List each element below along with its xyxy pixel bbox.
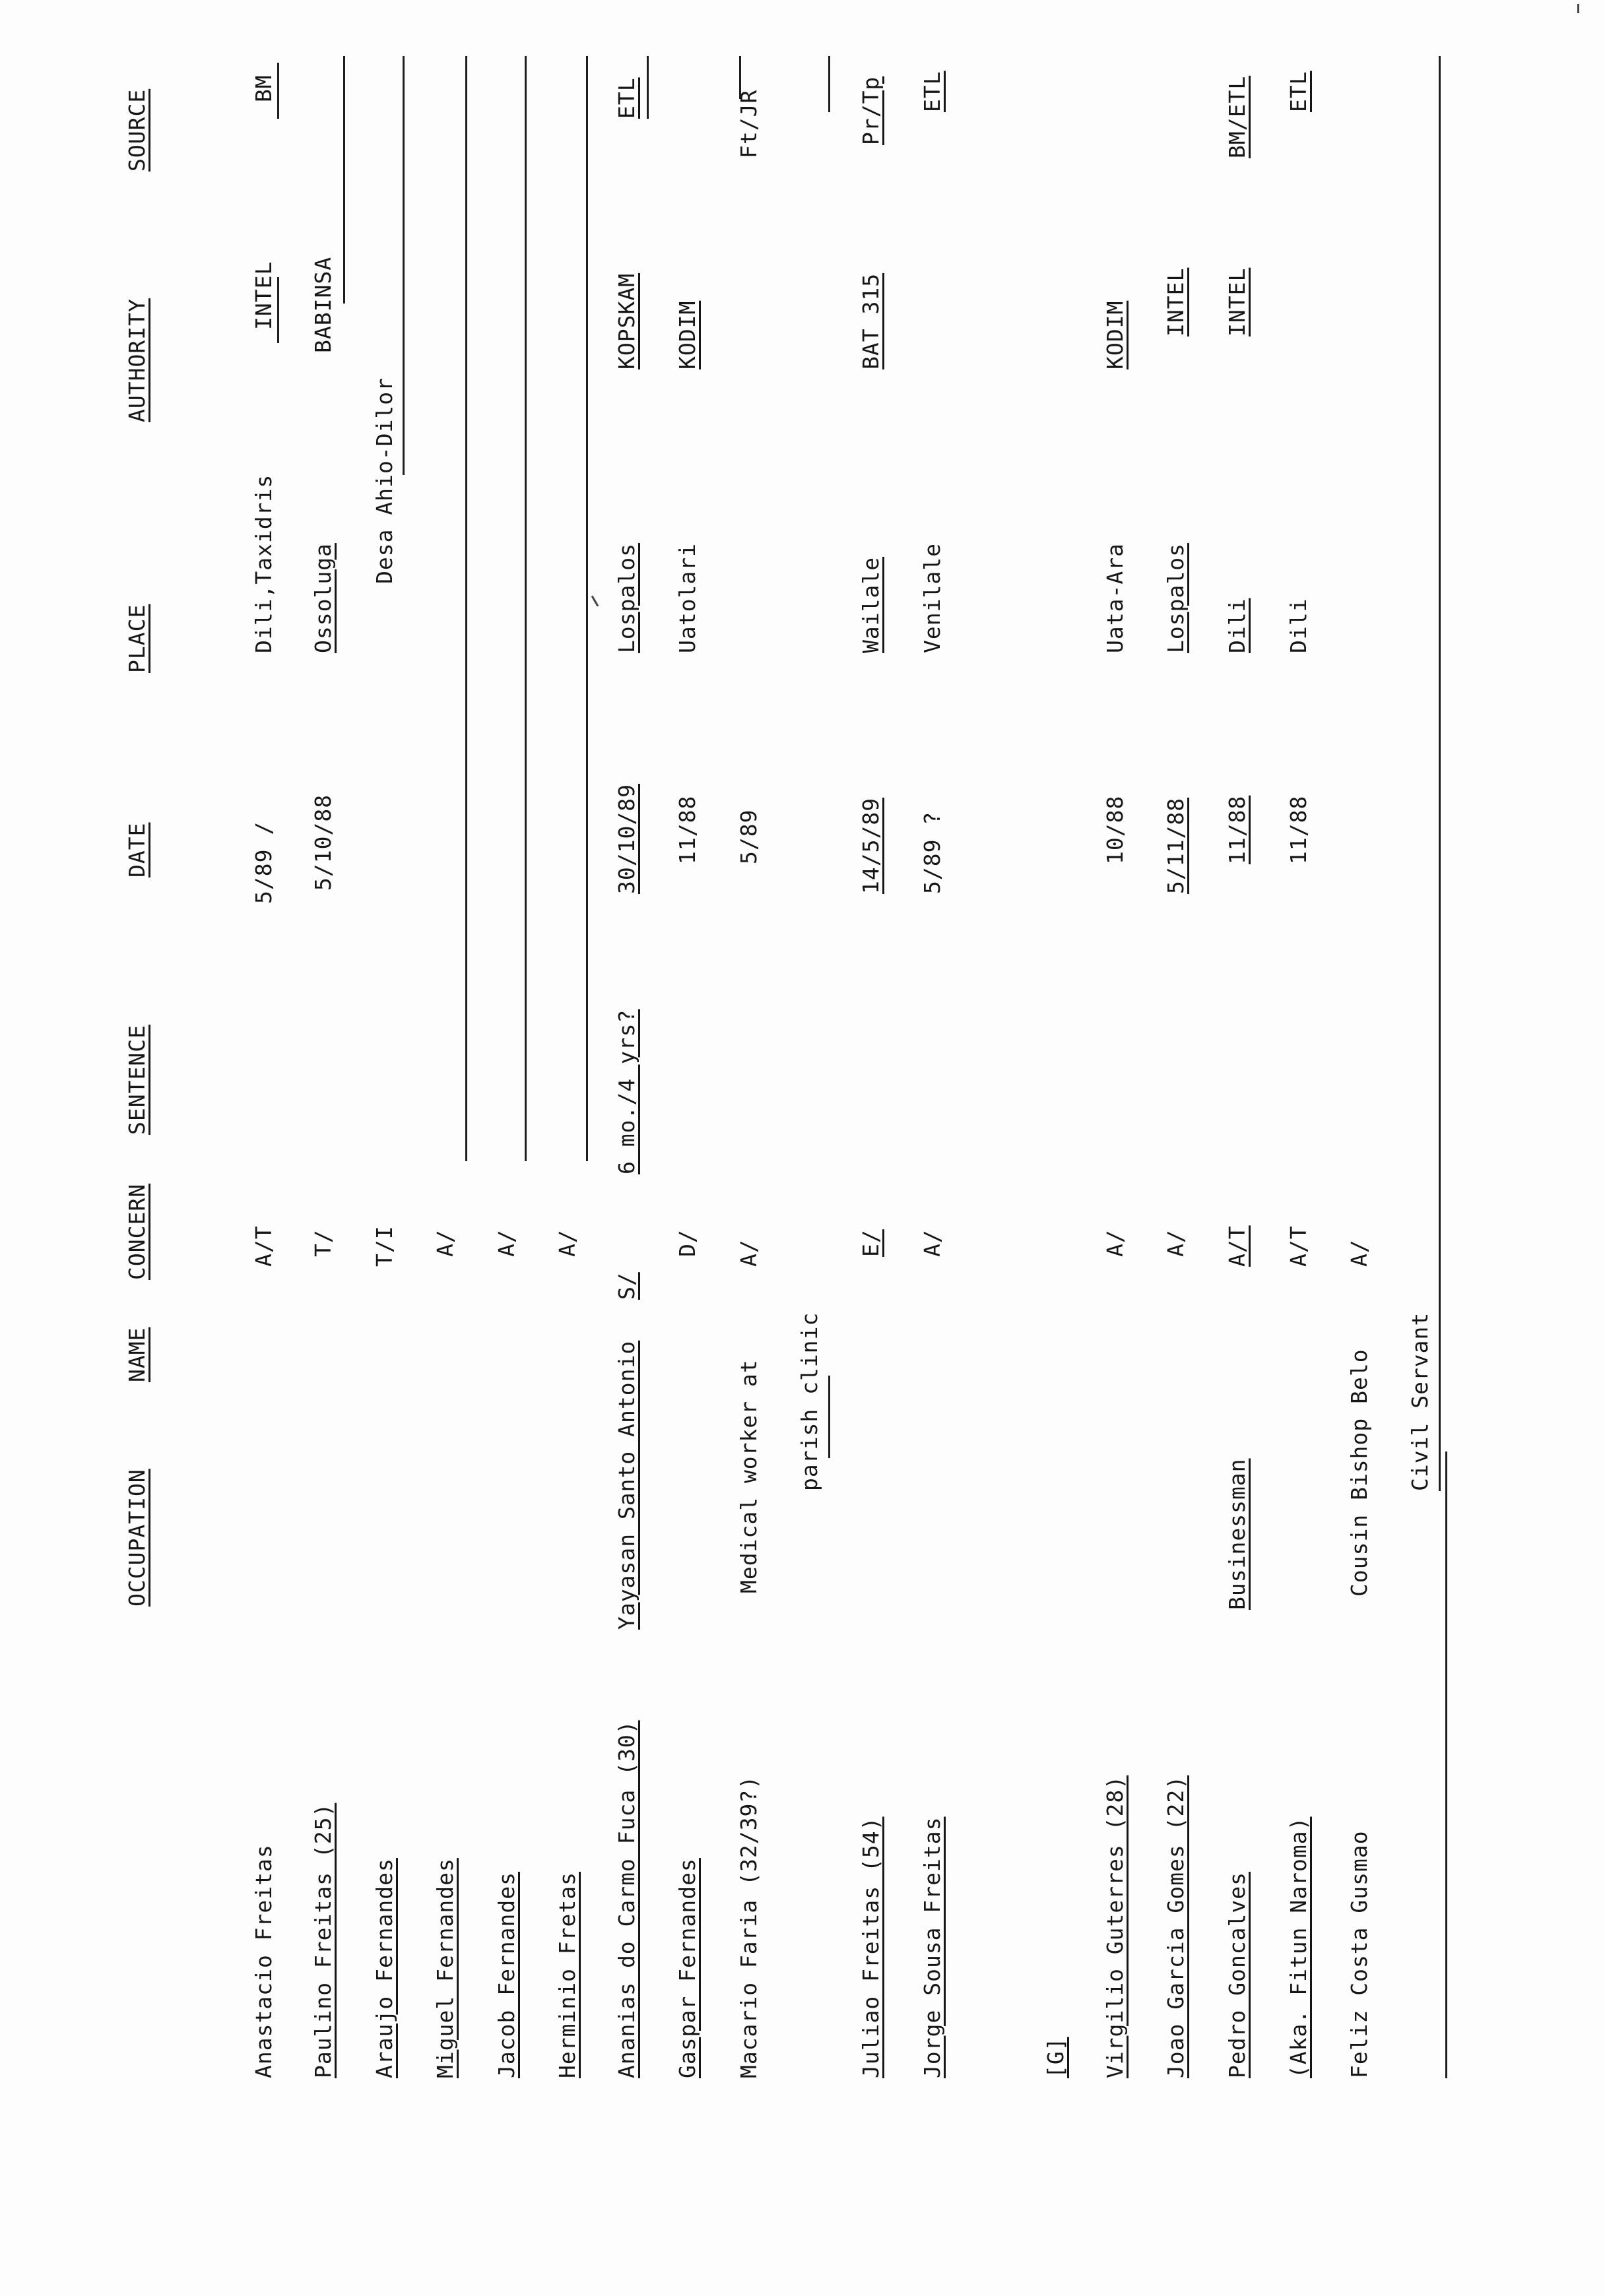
row-12-name: Virgilio Guterres (28)	[1102, 1775, 1128, 2078]
row-7-sentence: 6 mo./4 yrs?	[614, 1009, 639, 1174]
row-9-date: 5/89	[736, 809, 762, 864]
header-place: PLACE	[124, 604, 150, 673]
header-concern: CONCERN	[124, 1183, 150, 1280]
row-7-date: 30/10/89	[614, 784, 639, 894]
row-16-occupation: Cousin Bishop Belo	[1346, 1349, 1372, 1597]
row-1-name: Anastacio Freitas	[251, 1844, 277, 2078]
row-11-place: Venilale	[919, 543, 945, 653]
row-8-date: 11/88	[674, 795, 700, 864]
row-1-source-underline	[277, 63, 279, 119]
row-7-authority: KOPSKAM	[614, 272, 639, 369]
row-2-place: Ossoluga	[310, 543, 336, 653]
row-8-name: Gaspar Fernandes	[674, 1858, 700, 2078]
header-name: NAME	[124, 1327, 150, 1382]
row-13-date: 5/11/88	[1163, 797, 1189, 894]
header-date: DATE	[124, 822, 150, 877]
row-7-concern: S/	[614, 1272, 639, 1300]
row-8-place: Uatolari	[674, 543, 700, 653]
row-6-name: Herminio Fretas	[554, 1871, 580, 2078]
row-10-place: Wailale	[858, 556, 884, 653]
row-15-concern: A/T	[1286, 1225, 1311, 1267]
header-sentence: SENTENCE	[124, 1025, 150, 1135]
row-9-occupation: Medical worker at	[736, 1359, 762, 1593]
row-10-concern: E/	[858, 1229, 884, 1257]
row-1-source: BM	[251, 75, 277, 102]
row-9-name: Macario Faria (32/39?)	[736, 1775, 762, 2078]
row-2-authority: BABINSA	[310, 256, 336, 353]
row-16-rule-a	[1445, 1451, 1447, 2078]
row-14-date: 11/88	[1224, 795, 1250, 864]
scan-mark	[591, 595, 599, 606]
row-15-name: (Aka. Fitun Naroma)	[1286, 1816, 1311, 2078]
row-4-rule	[465, 56, 467, 1161]
row-10-date: 14/5/89	[858, 797, 884, 894]
row-11-date: 5/89 ?	[919, 811, 945, 894]
section-marker-g: [G]	[1043, 2037, 1068, 2078]
row-13-concern: A/	[1163, 1229, 1189, 1257]
row-15-date: 11/88	[1286, 795, 1311, 864]
row-7-source: ETL	[614, 77, 639, 119]
row-14-source: BM/ETL	[1224, 75, 1250, 158]
row-2-rule	[343, 56, 345, 303]
row-13-name: Joao Garcia Gomes (22)	[1163, 1775, 1189, 2078]
row-4-name: Miguel Fernandes	[432, 1858, 458, 2078]
row-9-rule-b	[828, 56, 830, 112]
row-15-source: ETL	[1286, 71, 1311, 112]
row-7-occupation: Yayasan Santo Antonio	[614, 1340, 639, 1630]
row-12-authority: KODIM	[1102, 300, 1128, 369]
row-2-concern: T/	[310, 1229, 336, 1257]
header-source: SOURCE	[124, 88, 150, 172]
row-13-place: Lospalos	[1163, 543, 1189, 653]
row-16-occupation-line2: Civil Servant	[1407, 1312, 1433, 1491]
row-9-occupation-line2: parish clinic	[797, 1312, 822, 1491]
row-9-concern: A/	[736, 1239, 762, 1267]
row-1-concern: A/T	[251, 1225, 277, 1267]
row-5-name: Jacob Fernandes	[494, 1871, 519, 2078]
row-9-source: Ft/JR	[736, 89, 762, 158]
row-9-rule-a	[828, 1376, 830, 1458]
row-14-occupation: Businessman	[1224, 1458, 1250, 1610]
row-11-concern: A/	[919, 1229, 945, 1257]
header-authority: AUTHORITY	[124, 298, 150, 422]
row-16-rule-b	[1439, 56, 1441, 1491]
row-6-concern: A/	[554, 1229, 580, 1257]
row-12-date: 10/88	[1102, 795, 1128, 864]
row-14-authority: INTEL	[1224, 267, 1250, 336]
row-12-concern: A/	[1102, 1229, 1128, 1257]
row-16-concern: A/	[1346, 1239, 1372, 1267]
row-1-authority: INTEL	[251, 261, 277, 330]
row-1-authority-underline	[277, 277, 279, 343]
row-3-concern: T/I	[372, 1225, 397, 1267]
row-16-name: Feliz Costa Gusmao	[1346, 1830, 1372, 2078]
row-3-place: Desa Ahio-Dilor	[372, 377, 397, 584]
row-11-name: Jorge Sousa Freitas	[919, 1816, 945, 2078]
row-12-place: Uata-Ara	[1102, 543, 1128, 653]
row-7-name: Ananias do Carmo Fuca (30)	[614, 1720, 639, 2078]
row-8-concern: D/	[674, 1229, 700, 1257]
row-10-name: Juliao Freitas (54)	[858, 1816, 884, 2078]
row-7-place: Lospalos	[614, 543, 639, 653]
row-1-date: 5/89 /	[251, 821, 277, 904]
row-7-rule	[647, 56, 649, 119]
scan-mark-corner	[1577, 4, 1579, 13]
row-6-rule	[586, 56, 588, 1161]
row-10-authority: BAT 315	[858, 272, 884, 369]
row-5-concern: A/	[494, 1229, 519, 1257]
row-2-name: Paulino Freitas (25)	[310, 1802, 336, 2078]
row-3-rule	[403, 56, 405, 475]
row-4-concern: A/	[432, 1229, 458, 1257]
row-14-name: Pedro Goncalves	[1224, 1871, 1250, 2078]
header-occupation: OCCUPATION	[124, 1469, 150, 1607]
row-14-place: Dili	[1224, 598, 1250, 653]
row-2-date: 5/10/88	[310, 794, 336, 891]
row-8-authority: KODIM	[674, 300, 700, 369]
row-15-place: Dili	[1286, 598, 1311, 653]
row-10-source: Pr/Tp	[858, 76, 884, 145]
row-13-authority: INTEL	[1163, 267, 1189, 336]
row-3-name: Araujo Fernandes	[372, 1858, 397, 2078]
row-5-rule	[525, 56, 527, 1161]
row-14-concern: A/T	[1224, 1225, 1250, 1267]
row-11-source: ETL	[919, 71, 945, 112]
row-1-place: Dili,Taxidris	[251, 474, 277, 653]
